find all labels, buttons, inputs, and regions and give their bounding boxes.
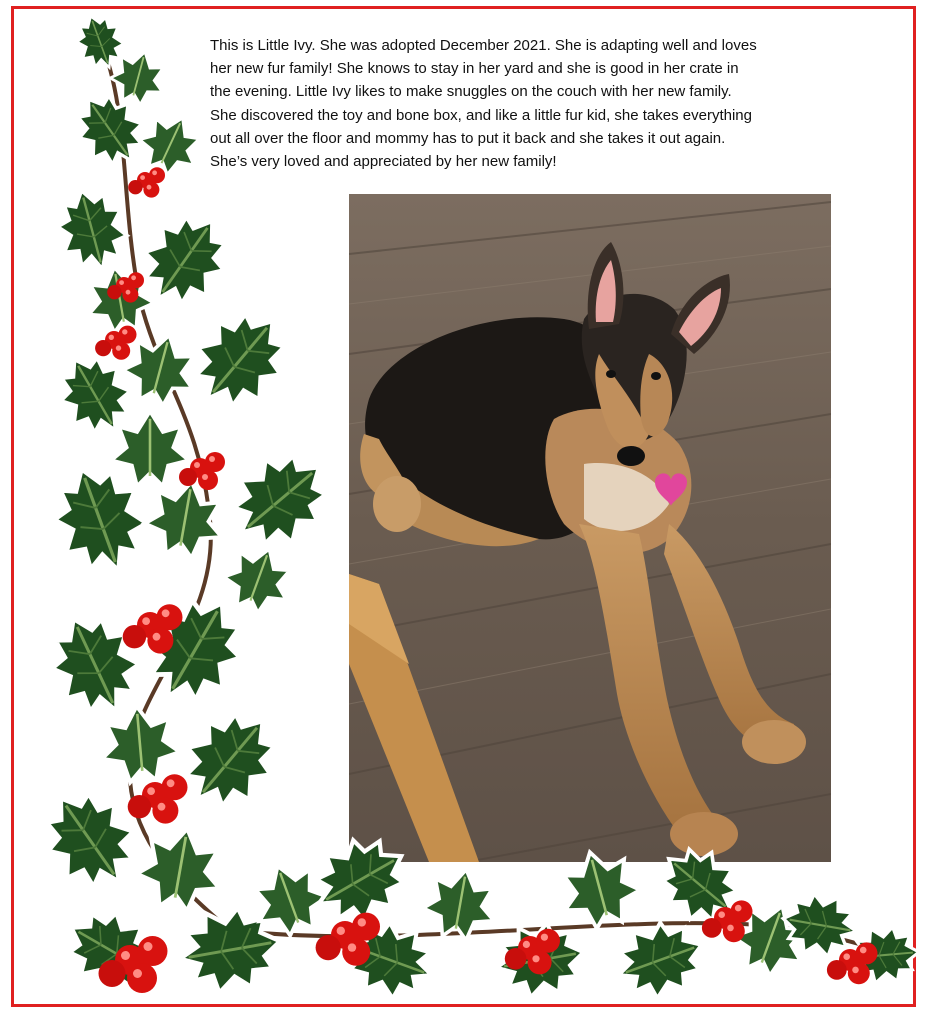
story-line: This is Little Ivy. She was adopted December 2021. She is adapting well and loves (210, 37, 757, 54)
dog-photo-drawing (349, 194, 831, 862)
story-line: the evening. Little Ivy likes to make snuggles on the couch with her new family. (210, 83, 732, 101)
story-line: her new fur family! She knows to stay in her yard and she is good in her crate in (210, 60, 739, 78)
story-line: She discovered the toy and bone box, and like a little fur kid, she takes everything (210, 106, 752, 124)
story-text (210, 34, 830, 173)
dog-photo (349, 194, 831, 862)
story-line: She’s very loved and appreciated by her new family! (210, 153, 557, 171)
story-line: out all over the floor and mommy has to put it back and she takes it out again. (210, 129, 726, 147)
